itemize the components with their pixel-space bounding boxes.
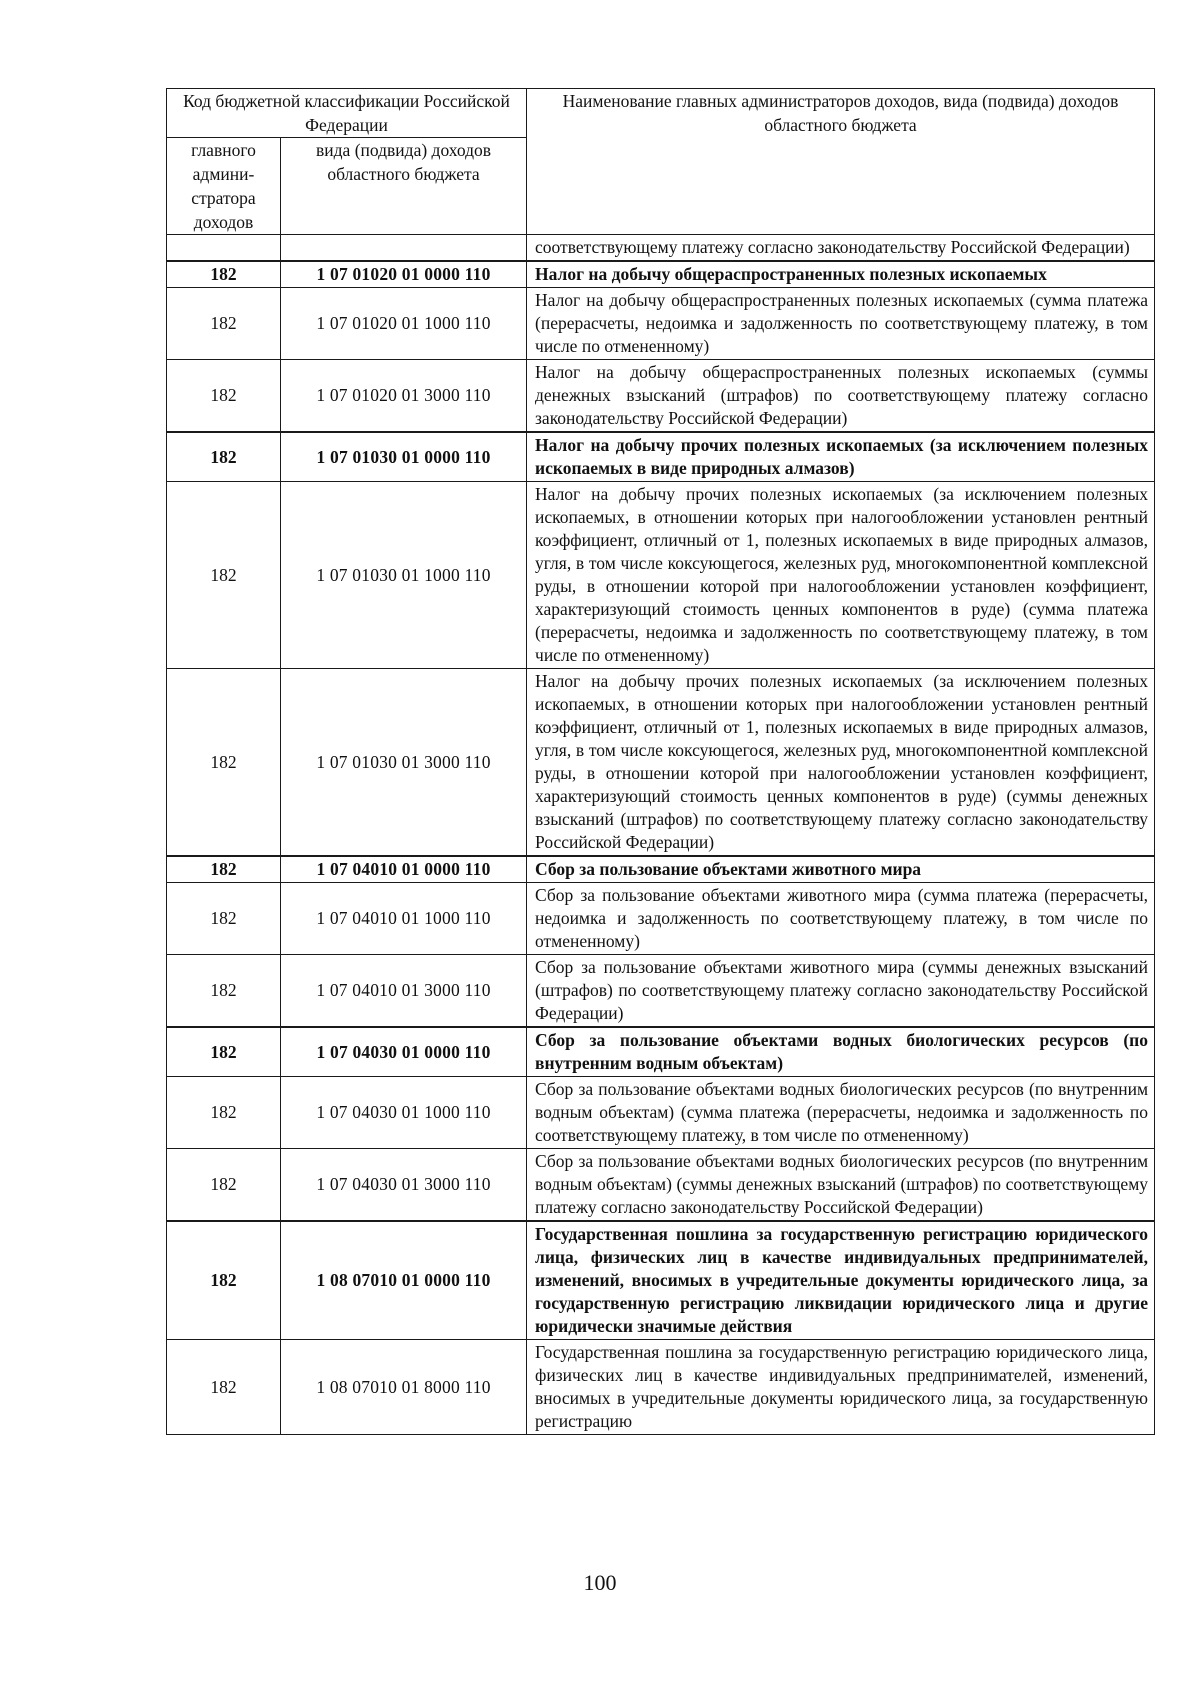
admin-code-cell: 182	[167, 1027, 281, 1077]
table-row	[167, 235, 1155, 262]
kbk-code-cell: 1 07 01020 01 0000 110	[281, 261, 527, 288]
table-row	[167, 360, 1155, 433]
table-row	[167, 1077, 1155, 1149]
income-name-cell: Сбор за пользование объектами животного мира	[527, 856, 1155, 883]
kbk-code-cell: 1 07 01030 01 0000 110	[281, 432, 527, 482]
table-row	[167, 856, 1155, 883]
income-name-cell: Налог на добычу прочих полезных ископаемых (за исключением полезных ископаемых, в отношении которых при налогообложении установлен рентный коэффициент, отличный от 1, полезных ископаемых в виде природных алмазов, угля, в том числе коксующегося, железных руд, многокомпонентной комплексной руды, в отношении которой при налогообложении установлен коэффициент, характеризующий стоимость ценных компонентов в руде) (сумма платежа (перерасчеты, недоимка и задолженность по соответствующему платежу, в том числе по отмененному)	[527, 482, 1155, 669]
income-name-cell: Государственная пошлина за государственную регистрацию юридического лица, физических лиц в качестве индивидуальных предпринимателей, изменений, вносимых в учредительные документы юридического лица, за государственную регистрацию	[527, 1340, 1155, 1435]
header-admin: главного админи-стратора доходов	[167, 138, 281, 235]
admin-code-cell: 182	[167, 1221, 281, 1340]
budget-classification-table	[166, 88, 1155, 1435]
income-name-cell: Налог на добычу общераспространенных полезных ископаемых	[527, 261, 1155, 288]
table-row	[167, 432, 1155, 482]
page-number: 100	[583, 1570, 617, 1595]
admin-code-cell: 182	[167, 360, 281, 433]
table-row	[167, 1340, 1155, 1435]
income-name-cell: Государственная пошлина за государственную регистрацию юридического лица, физических лиц в качестве индивидуальных предпринимателей, изменений, вносимых в учредительные документы юридического лица, за государственную регистрацию ликвидации юридического лица и другие юридически значимые действия	[527, 1221, 1155, 1340]
kbk-code-cell: 1 07 04030 01 1000 110	[281, 1077, 527, 1149]
admin-code-cell: 182	[167, 955, 281, 1028]
admin-code-cell: 182	[167, 288, 281, 360]
income-name-cell: Сбор за пользование объектами животного мира (сумма платежа (перерасчеты, недоимка и задолженность по соответствующему платежу, в том числе по отмененному)	[527, 883, 1155, 955]
income-name-cell: Налог на добычу прочих полезных ископаемых (за исключением полезных ископаемых в виде природных алмазов)	[527, 432, 1155, 482]
admin-code-cell: 182	[167, 1340, 281, 1435]
admin-code-cell: 182	[167, 883, 281, 955]
admin-code-cell	[167, 235, 281, 262]
income-name-cell: Сбор за пользование объектами водных биологических ресурсов (по внутренним водным объектам)	[527, 1027, 1155, 1077]
kbk-code-cell: 1 07 04030 01 3000 110	[281, 1149, 527, 1222]
admin-code-cell: 182	[167, 261, 281, 288]
income-name-cell: Сбор за пользование объектами животного мира (суммы денежных взысканий (штрафов) по соответствующему платежу согласно законодательству Российской Федерации)	[527, 955, 1155, 1028]
table-row	[167, 669, 1155, 857]
table-row	[167, 1221, 1155, 1340]
admin-code-cell: 182	[167, 1149, 281, 1222]
income-name-cell: соответствующему платежу согласно законодательству Российской Федерации)	[527, 235, 1155, 262]
header-code-group: Код бюджетной классификации Российской Федерации	[167, 89, 527, 138]
kbk-code-cell: 1 07 04010 01 0000 110	[281, 856, 527, 883]
income-name-cell: Сбор за пользование объектами водных биологических ресурсов (по внутренним водным объектам) (суммы денежных взысканий (штрафов) по соответствующему платежу согласно законодательству Российской Федерации)	[527, 1149, 1155, 1222]
income-name-cell: Налог на добычу общераспространенных полезных ископаемых (сумма платежа (перерасчеты, недоимка и задолженность по соответствующему платежу, в том числе по отмененному)	[527, 288, 1155, 360]
admin-code-cell: 182	[167, 669, 281, 857]
admin-code-cell: 182	[167, 856, 281, 883]
kbk-code-cell: 1 07 04010 01 1000 110	[281, 883, 527, 955]
admin-code-cell: 182	[167, 482, 281, 669]
table-row	[167, 883, 1155, 955]
header-name: Наименование главных администраторов доходов, вида (подвида) доходов областного бюджета	[527, 89, 1155, 235]
table-row	[167, 955, 1155, 1028]
income-name-cell: Налог на добычу общераспространенных полезных ископаемых (суммы денежных взысканий (штрафов) по соответствующему платежу согласно законодательству Российской Федерации)	[527, 360, 1155, 433]
kbk-code-cell: 1 07 04030 01 0000 110	[281, 1027, 527, 1077]
income-name-cell: Сбор за пользование объектами водных биологических ресурсов (по внутренним водным объектам) (сумма платежа (перерасчеты, недоимка и задолженность по соответствующему платежу, в том числе по отмененному)	[527, 1077, 1155, 1149]
header-kind: вида (подвида) доходов областного бюджета	[281, 138, 527, 235]
table-row	[167, 261, 1155, 288]
kbk-code-cell: 1 07 04010 01 3000 110	[281, 955, 527, 1028]
table-body	[167, 235, 1155, 1435]
kbk-code-cell	[281, 235, 527, 262]
income-name-cell: Налог на добычу прочих полезных ископаемых (за исключением полезных ископаемых, в отношении которых при налогообложении установлен рентный коэффициент, отличный от 1, полезных ископаемых в виде природных алмазов, угля, в том числе коксующегося, железных руд, многокомпонентной комплексной руды, в отношении которой при налогообложении установлен коэффициент, характеризующий стоимость ценных компонентов в руде) (суммы денежных взысканий (штрафов) по соответствующему платежу согласно законодательству Российской Федерации)	[527, 669, 1155, 857]
table-row	[167, 1149, 1155, 1222]
table-row	[167, 1027, 1155, 1077]
kbk-code-cell: 1 07 01030 01 3000 110	[281, 669, 527, 857]
kbk-code-cell: 1 07 01020 01 1000 110	[281, 288, 527, 360]
table-row	[167, 482, 1155, 669]
kbk-code-cell: 1 08 07010 01 8000 110	[281, 1340, 527, 1435]
admin-code-cell: 182	[167, 432, 281, 482]
kbk-code-cell: 1 07 01020 01 3000 110	[281, 360, 527, 433]
admin-code-cell: 182	[167, 1077, 281, 1149]
table-header	[167, 89, 1155, 235]
kbk-code-cell: 1 07 01030 01 1000 110	[281, 482, 527, 669]
kbk-code-cell: 1 08 07010 01 0000 110	[281, 1221, 527, 1340]
table-row	[167, 288, 1155, 360]
